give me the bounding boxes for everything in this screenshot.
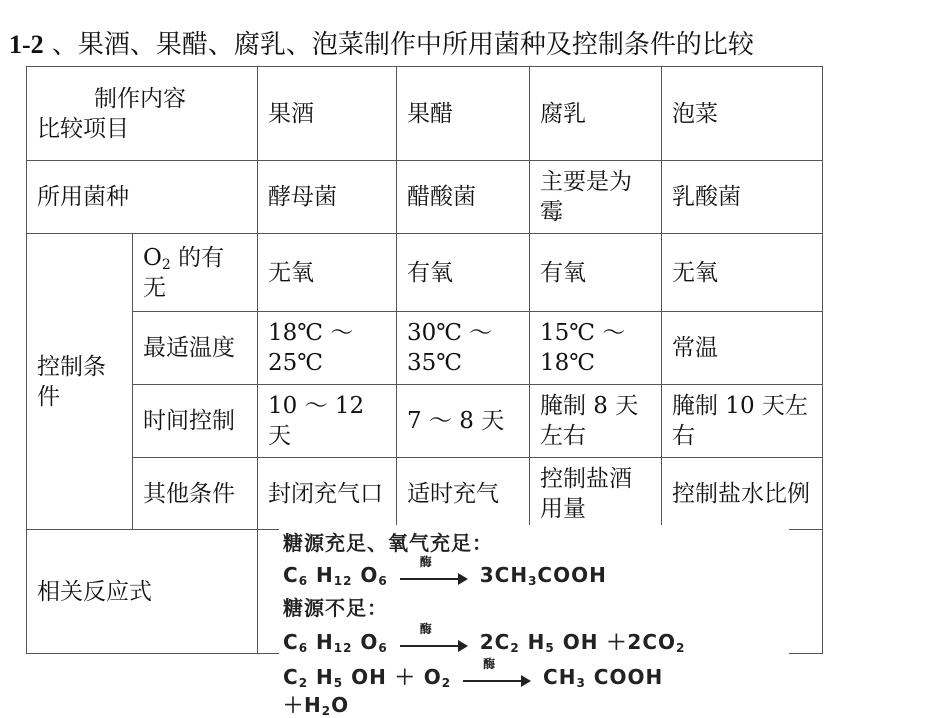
table-row-temperature <box>27 312 823 385</box>
column-header-pickles: 泡菜 <box>662 67 823 161</box>
title-number: 1-2 <box>9 30 44 59</box>
cell-oxygen-vinegar: 有氧 <box>397 234 530 312</box>
row-label-strains: 所用菌种 <box>27 161 258 234</box>
reaction-arrow-icon: 酶 <box>463 669 531 689</box>
cell-oxygen-pickles: 无氧 <box>662 234 823 312</box>
formula-condition-1: 糖源充足、氧气充足： <box>283 531 493 555</box>
formula-equation-2: $C_6$ $H_{12}$ $O_6$ 酶 $2C_2$ $H_5$ OH $+2CO_2$ <box>283 621 686 655</box>
table-row-time <box>27 385 823 458</box>
reaction-arrow-icon: 酶 <box>400 634 468 654</box>
cell-oxygen-tofu: 有氧 <box>530 234 662 312</box>
column-header-fermented-tofu: 腐乳 <box>530 67 662 161</box>
cell-temp-wine: 18℃ ～ 25℃ <box>258 312 397 385</box>
cell-time-pickles: 腌制 10 天左右 <box>662 385 823 458</box>
cell-strain-vinegar: 醋酸菌 <box>397 161 530 234</box>
cell-other-vinegar: 适时充气 <box>397 458 530 530</box>
corner-header-top: 制作内容 <box>94 85 186 112</box>
formula-equation-3-tail: $+H_2O$ <box>283 693 350 718</box>
page-title <box>9 28 754 62</box>
formula-condition-2: 糖源不足： <box>283 596 388 620</box>
table-row-other <box>27 458 823 530</box>
oxygen-label-rest: 的有无 <box>143 244 225 301</box>
cell-temp-vinegar: 30℃ ～ 35℃ <box>397 312 530 385</box>
cell-strain-tofu: 主要是为霉 <box>530 161 662 234</box>
cell-other-tofu: 控制盐酒用量 <box>530 458 662 530</box>
row-label-time: 时间控制 <box>133 385 258 458</box>
row-label-temperature: 最适温度 <box>133 312 258 385</box>
formula-equation-3: $C_2$ $H_5$ OH ＋ $O_2$ 酶 $CH_3$ COOH <box>283 656 664 690</box>
reaction-formula-image <box>279 525 789 718</box>
cell-temp-tofu: 15℃ ～ 18℃ <box>530 312 662 385</box>
cell-other-pickles: 控制盐水比例 <box>662 458 823 530</box>
formula-equation-1: $C_6$ $H_{12}$ $O_6$ 酶 $3CH_3COOH$ <box>283 554 607 588</box>
table-row-strains <box>27 161 823 234</box>
table-header-row <box>27 67 823 161</box>
cell-time-tofu: 腌制 8 天左右 <box>530 385 662 458</box>
cell-time-wine: 10 ～ 12 天 <box>258 385 397 458</box>
reaction-arrow-icon: 酶 <box>400 567 468 587</box>
row-label-reaction: 相关反应式 <box>27 530 258 654</box>
cell-other-wine: 封闭充气口 <box>258 458 397 530</box>
cell-time-vinegar: 7 ～ 8 天 <box>397 385 530 458</box>
title-text: 、果酒、果醋、腐乳、泡菜制作中所用菌种及控制条件的比较 <box>43 30 754 60</box>
cell-temp-pickles: 常温 <box>662 312 823 385</box>
cell-oxygen-wine: 无氧 <box>258 234 397 312</box>
corner-header-bottom: 比较项目 <box>37 115 129 142</box>
cell-strain-pickles: 乳酸菌 <box>662 161 823 234</box>
row-label-control: 控制条件 <box>27 234 133 530</box>
oxygen-label-symbol: O <box>143 244 162 271</box>
row-label-other: 其他条件 <box>133 458 258 530</box>
row-label-oxygen <box>133 234 258 312</box>
corner-header-cell <box>27 67 258 161</box>
table-row-oxygen <box>27 234 823 312</box>
oxygen-label-subscript: 2 <box>161 256 171 273</box>
column-header-vinegar: 果醋 <box>397 67 530 161</box>
cell-strain-wine: 酵母菌 <box>258 161 397 234</box>
column-header-wine: 果酒 <box>258 67 397 161</box>
